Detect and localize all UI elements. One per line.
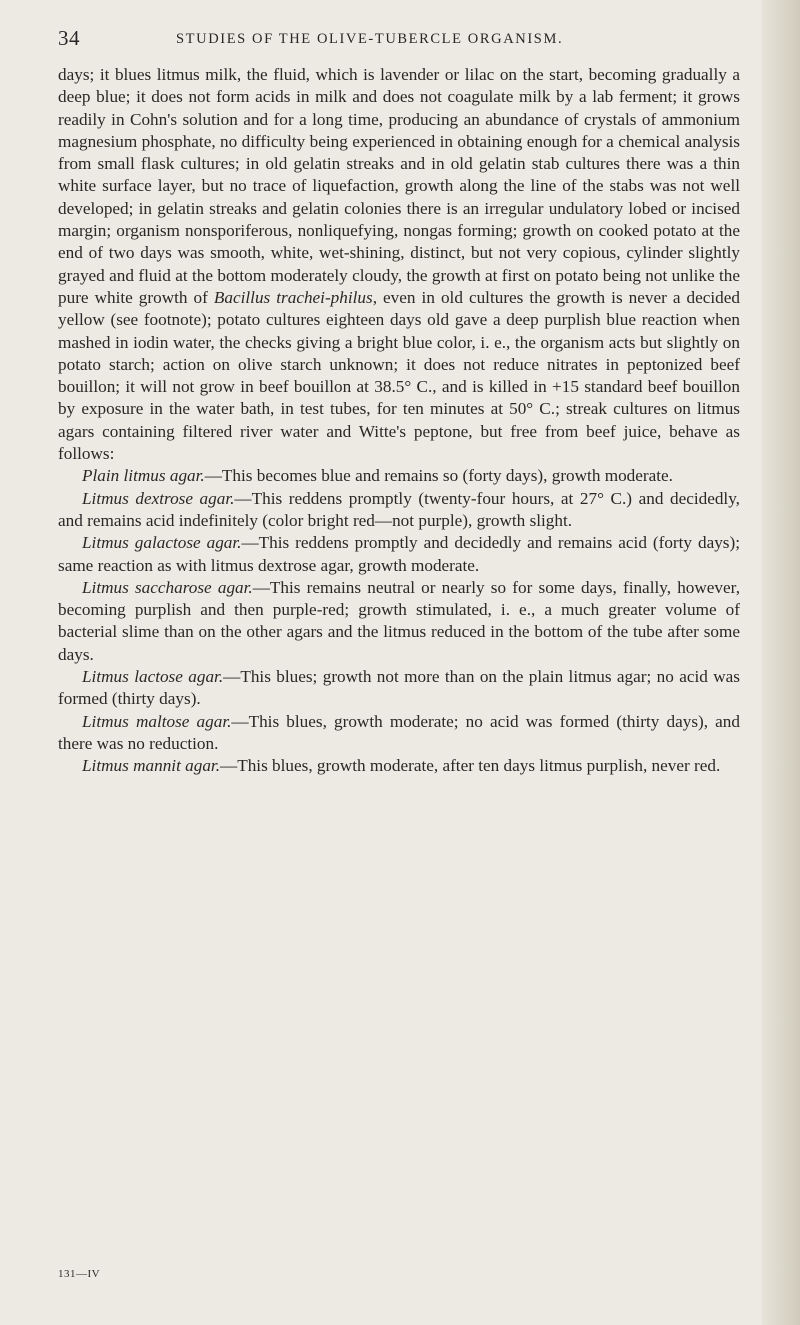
medium-name: Litmus saccharose agar. (82, 577, 253, 597)
medium-entry (58, 666, 740, 711)
medium-description: —This reddens promptly (twenty-four hours, at 27° C.) and decidedly, and remains acid indefinitely (color bright red—not purple), growth slight. (58, 488, 740, 530)
medium-entry (58, 532, 740, 577)
running-head: STUDIES OF THE OLIVE-TUBERCLE ORGANISM. (176, 31, 564, 47)
medium-name: Litmus dextrose agar. (82, 488, 235, 508)
medium-name: Plain litmus agar. (82, 466, 205, 486)
medium-entry (58, 577, 740, 666)
paragraph-text: days; it blues litmus milk, the fluid, which is lavender or lilac on the start, becoming gradually a deep blue; it does not form acids in milk and does not coagulate milk by a lab ferment; it grows readily in Cohn's solution and for a long time, producing an abundance of crystals of ammonium magnesium phosphate, no difficulty being experienced in obtaining enough for a chemical analysis from small flask cultures; in old gelatin streaks and in old gelatin stab cultures there was a thin white surface layer, but no trace of liquefaction, growth along the line of the stabs was not well developed; in gelatin streaks and gelatin colonies there is an irregular undulatory lobed or incised margin; organism nonsporiferous, nonliquefying, nongas forming; growth on cooked potato at the end of two days was smooth, white, wet-shining, distinct, but not very copious, cylinder slightly grayed and fluid at the bottom moderately cloudy, the growth at first on potato being not unlike the pure white growth of (58, 65, 740, 307)
paragraph (58, 64, 740, 465)
page-edge-shadow (762, 0, 800, 1325)
medium-description: —This blues, growth moderate, after ten days litmus purplish, never red. (220, 756, 721, 776)
printer-signature: 131—IV (58, 1268, 101, 1280)
medium-description: —This blues; growth not more than on the plain litmus agar; no acid was formed (thirty days). (58, 667, 740, 709)
medium-name: Litmus mannit agar. (82, 756, 221, 776)
medium-description: —This becomes blue and remains so (forty days), growth moderate. (204, 466, 673, 486)
medium-name: Litmus lactose agar. (82, 667, 224, 687)
medium-description: —This blues, growth moderate; no acid was formed (thirty days), and there was no reduction. (58, 711, 740, 753)
medium-entry (58, 465, 740, 487)
medium-description: —This reddens promptly and decidedly and remains acid (forty days); same reaction as with litmus dextrose agar, growth moderate. (58, 533, 740, 575)
species-name: Bacillus trachei-philus (213, 287, 373, 307)
medium-name: Litmus galactose agar. (82, 533, 242, 553)
medium-entry (58, 711, 740, 756)
medium-entry (58, 755, 740, 777)
medium-name: Litmus maltose agar. (82, 711, 232, 731)
body-text (58, 64, 740, 778)
paragraph-text: , even in old cultures the growth is never a decided yellow (see footnote); potato cultures eighteen days old gave a deep purplish blue reaction when mashed in iodin water, the checks giving a bright blue color, i. e., the organism acts but slightly on potato starch; action on olive starch unknown; it does not reduce nitrates in peptonized beef bouillon; it will not grow in beef bouillon at 38.5° C., and is killed in +15 standard beef bouillon by exposure in the water bath, in test tubes, for ten minutes at 50° C.; streak cultures on litmus agars containing filtered river water and Witte's peptone, but free from beef juice, behave as follows: (58, 287, 740, 464)
medium-entry (58, 488, 740, 533)
page-number: 34 (58, 26, 80, 50)
medium-description: —This remains neutral or nearly so for some days, finally, however, becoming purplish and then purple-red; growth stimulated, i. e., a much greater volume of bacterial slime than on the other agars and the litmus reduced in the bottom of the tube after some days. (58, 577, 740, 664)
page-header (58, 26, 740, 50)
